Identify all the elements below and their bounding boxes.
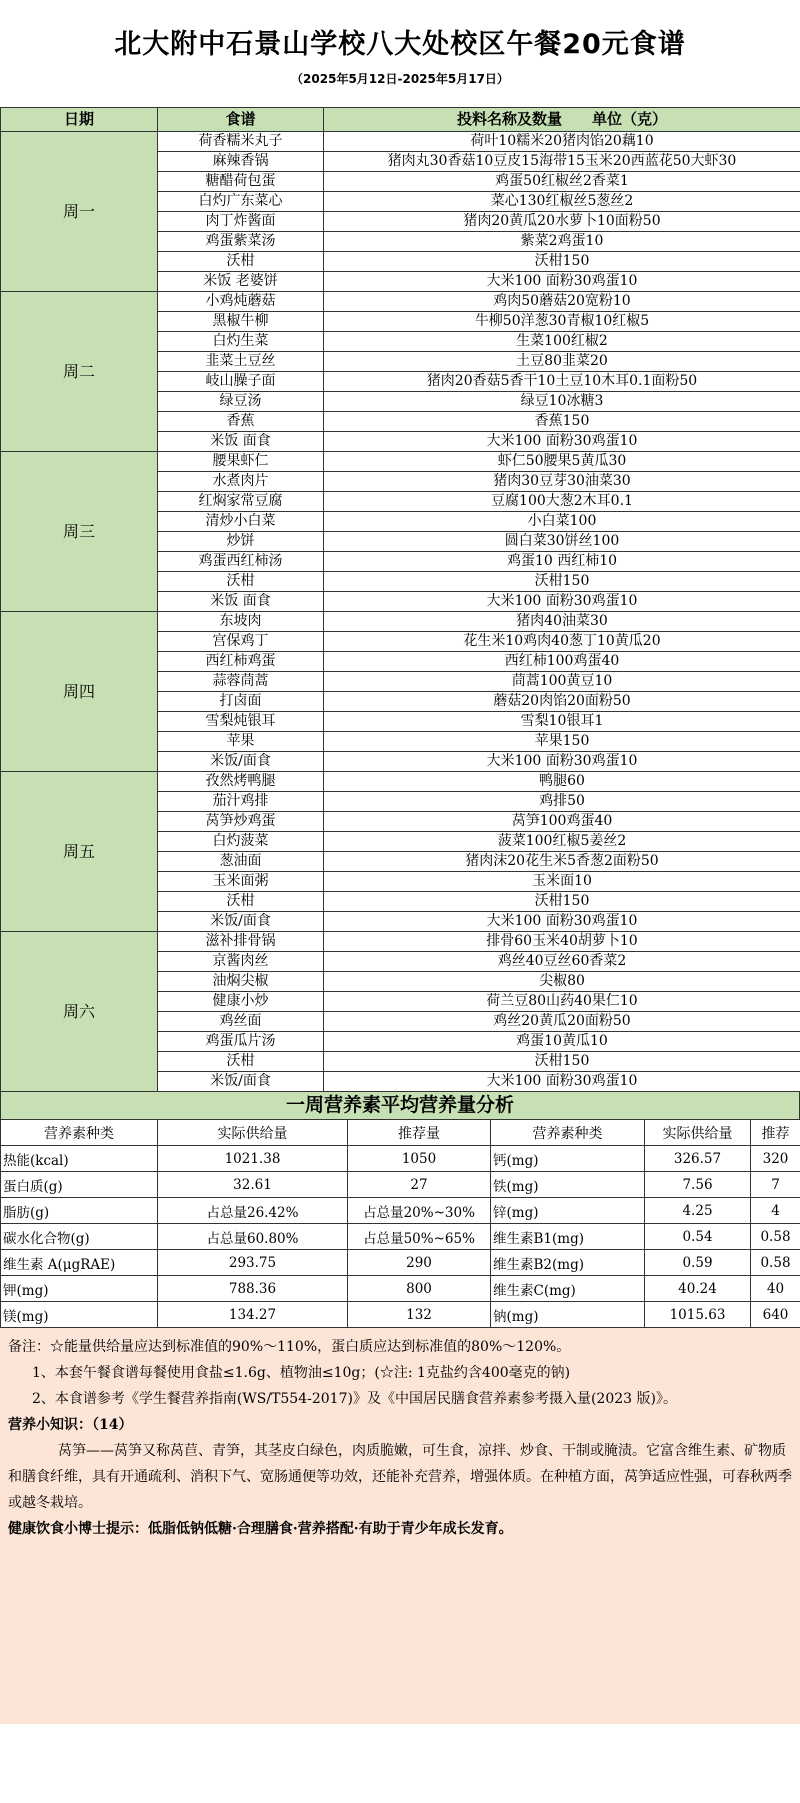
dish-cell: 健康小炒: [158, 992, 324, 1012]
nutrition-cell: 134.27: [158, 1302, 348, 1328]
dish-cell: 鸡蛋紫菜汤: [158, 232, 324, 252]
dish-cell: 莴笋炒鸡蛋: [158, 812, 324, 832]
ingredients-cell: 小白菜100: [324, 512, 800, 532]
ingredients-cell: 牛柳50洋葱30青椒10红椒5: [324, 312, 800, 332]
nutrition-cell: 0.59: [645, 1250, 751, 1276]
ingredients-cell: 鸡蛋10 西红柿10: [324, 552, 800, 572]
day-cell: 周三: [1, 452, 158, 612]
nutrition-cell: 40.24: [645, 1276, 751, 1302]
ingredients-cell: 虾仁50腰果5黄瓜30: [324, 452, 800, 472]
menu-table: [0, 107, 800, 1092]
ingredients-cell: 鸭腿60: [324, 772, 800, 792]
menu-row: [1, 932, 800, 952]
ingredients-cell: 大米100 面粉30鸡蛋10: [324, 912, 800, 932]
dish-cell: 白灼菠菜: [158, 832, 324, 852]
nutrition-title: 一周营养素平均营养量分析: [0, 1092, 800, 1119]
nutrition-cell: 1021.38: [158, 1146, 348, 1172]
dish-cell: 韭菜土豆丝: [158, 352, 324, 372]
nutrition-cell: 640: [751, 1302, 800, 1328]
menu-row: [1, 292, 800, 312]
nutrition-cell: 27: [348, 1172, 491, 1198]
nutrition-cell: 维生素 A(μgRAE): [1, 1250, 158, 1276]
ingredients-cell: 鸡蛋10黄瓜10: [324, 1032, 800, 1052]
nutrition-cell: 维生素B1(mg): [491, 1224, 645, 1250]
nutrition-cell: 32.61: [158, 1172, 348, 1198]
dish-cell: 腰果虾仁: [158, 452, 324, 472]
dish-cell: 打卤面: [158, 692, 324, 712]
dish-cell: 鸡蛋西红柿汤: [158, 552, 324, 572]
dish-cell: 清炒小白菜: [158, 512, 324, 532]
col-day-header: 日期: [1, 108, 158, 132]
ingredients-cell: 花生米10鸡肉40葱丁10黄瓜20: [324, 632, 800, 652]
dish-cell: 京酱肉丝: [158, 952, 324, 972]
date-range: （2025年5月12日-2025年5月17日）: [291, 72, 509, 86]
ingredients-cell: 绿豆10冰糖3: [324, 392, 800, 412]
ingredients-cell: 猪肉丸30香菇10豆皮15海带15玉米20西蓝花50大虾30: [324, 152, 800, 172]
nutrition-cell: 0.58: [751, 1224, 800, 1250]
ingredients-cell: 大米100 面粉30鸡蛋10: [324, 1072, 800, 1092]
dish-cell: 蒜蓉茼蒿: [158, 672, 324, 692]
ingredients-cell: 荷叶10糯米20猪肉馅20藕10: [324, 132, 800, 152]
ingredients-cell: 菠菜100红椒5姜丝2: [324, 832, 800, 852]
menu-row: [1, 612, 800, 632]
dish-cell: 绿豆汤: [158, 392, 324, 412]
nutrition-cell: 铁(mg): [491, 1172, 645, 1198]
ingredients-cell: 沃柑150: [324, 572, 800, 592]
nutrition-cell: 0.58: [751, 1250, 800, 1276]
nutrition-cell: 占总量50%~65%: [348, 1224, 491, 1250]
nutrition-cell: 293.75: [158, 1250, 348, 1276]
nutrition-header-cell: 营养素种类: [491, 1120, 645, 1146]
ingredients-cell: 鸡肉50蘑菇20宽粉10: [324, 292, 800, 312]
dish-cell: 沃柑: [158, 892, 324, 912]
ingredients-cell: 雪梨10银耳1: [324, 712, 800, 732]
col-dish-header: 食谱: [158, 108, 324, 132]
note-item-1: 1、本套午餐食谱每餐使用食盐≤1.6g、植物油≤10g；(☆注: 1克盐约含400毫克的钠): [32, 1365, 571, 1381]
nutrition-table: [0, 1119, 800, 1328]
dish-cell: 玉米面粥: [158, 872, 324, 892]
ingredients-cell: 猪肉30豆芽30油菜30: [324, 472, 800, 492]
tip-title: 营养小知识：（14）: [8, 1417, 133, 1433]
ingredients-cell: 猪肉沫20花生米5香葱2面粉50: [324, 852, 800, 872]
note-item-2: 2、本食谱参考《学生餐营养指南(WS/T554-2017)》及《中国居民膳食营养素参考摄入量(2023 版)》。: [32, 1391, 677, 1407]
dish-cell: 滋补排骨锅: [158, 932, 324, 952]
menu-header-row: [1, 108, 800, 132]
nutrition-cell: 维生素C(mg): [491, 1276, 645, 1302]
nutrition-row: [1, 1146, 800, 1172]
ingredients-cell: 香蕉150: [324, 412, 800, 432]
ingredients-cell: 猪肉20香菇5香干10土豆10木耳0.1面粉50: [324, 372, 800, 392]
day-cell: 周一: [1, 132, 158, 292]
nutrition-cell: 脂肪(g): [1, 1198, 158, 1224]
ingredients-cell: 玉米面10: [324, 872, 800, 892]
nutrition-cell: 7: [751, 1172, 800, 1198]
ingredients-cell: 紫菜2鸡蛋10: [324, 232, 800, 252]
nutrition-cell: 290: [348, 1250, 491, 1276]
ingredients-cell: 茼蒿100黄豆10: [324, 672, 800, 692]
ingredients-cell: 沃柑150: [324, 1052, 800, 1072]
ingredients-cell: 大米100 面粉30鸡蛋10: [324, 752, 800, 772]
col-ingredients-header: 投料名称及数量 单位（克）: [324, 108, 800, 132]
nutrition-cell: 4.25: [645, 1198, 751, 1224]
menu-row: [1, 772, 800, 792]
doctor-tip: 健康饮食小博士提示：低脂低钠低糖·合理膳食·营养搭配·有助于青少年成长发育。: [8, 1521, 513, 1537]
dish-cell: 红焖家常豆腐: [158, 492, 324, 512]
nutrition-header-row: [1, 1120, 800, 1146]
day-cell: 周五: [1, 772, 158, 932]
nutrition-row: [1, 1250, 800, 1276]
ingredients-cell: 排骨60玉米40胡萝卜10: [324, 932, 800, 952]
ingredients-cell: 西红柿100鸡蛋40: [324, 652, 800, 672]
dish-cell: 米饭/面食: [158, 1072, 324, 1092]
nutrition-cell: 占总量60.80%: [158, 1224, 348, 1250]
day-cell: 周六: [1, 932, 158, 1092]
ingredients-cell: 荷兰豆80山药40果仁10: [324, 992, 800, 1012]
ingredients-cell: 鸡排50: [324, 792, 800, 812]
nutrition-header-cell: 实际供给量: [645, 1120, 751, 1146]
nutrition-header-cell: 实际供给量: [158, 1120, 348, 1146]
dish-cell: 米饭/面食: [158, 912, 324, 932]
ingredients-cell: 大米100 面粉30鸡蛋10: [324, 592, 800, 612]
nutrition-cell: 1015.63: [645, 1302, 751, 1328]
ingredients-cell: 猪肉20黄瓜20水萝卜10面粉50: [324, 212, 800, 232]
nutrition-row: [1, 1224, 800, 1250]
nutrition-cell: 800: [348, 1276, 491, 1302]
tip-body: 莴笋——莴笋又称莴苣、青笋，其茎皮白绿色，肉质脆嫩，可生食，凉拌、炒食、干制或腌渍。它富含维生素、矿物质和膳食纤维，具有开通疏利、消积下气、宽肠通便等功效，还能补充营养，增强体质。在种植方面，莴笋适应性强，可春秋两季或越冬栽培。: [8, 1443, 792, 1511]
nutrition-header-cell: 营养素种类: [1, 1120, 158, 1146]
ingredients-cell: 尖椒80: [324, 972, 800, 992]
nutrition-cell: 占总量20%~30%: [348, 1198, 491, 1224]
nutrition-cell: 4: [751, 1198, 800, 1224]
dish-cell: 米饭 面食: [158, 592, 324, 612]
menu-row: [1, 132, 800, 152]
ingredients-cell: 苹果150: [324, 732, 800, 752]
nutrition-row: [1, 1276, 800, 1302]
dish-cell: 雪梨炖银耳: [158, 712, 324, 732]
dish-cell: 水煮肉片: [158, 472, 324, 492]
nutrition-row: [1, 1302, 800, 1328]
dish-cell: 米饭/面食: [158, 752, 324, 772]
dish-cell: 沃柑: [158, 572, 324, 592]
nutrition-cell: 钠(mg): [491, 1302, 645, 1328]
nutrition-cell: 碳水化合物(g): [1, 1224, 158, 1250]
page-header: [0, 0, 800, 107]
ingredients-cell: 大米100 面粉30鸡蛋10: [324, 432, 800, 452]
dish-cell: 沃柑: [158, 252, 324, 272]
dish-cell: 茄汁鸡排: [158, 792, 324, 812]
dish-cell: 米饭 面食: [158, 432, 324, 452]
ingredients-cell: 鸡蛋50红椒丝2香菜1: [324, 172, 800, 192]
dish-cell: 葱油面: [158, 852, 324, 872]
nutrition-cell: 钙(mg): [491, 1146, 645, 1172]
dish-cell: 肉丁炸酱面: [158, 212, 324, 232]
dish-cell: 米饭 老婆饼: [158, 272, 324, 292]
dish-cell: 白灼生菜: [158, 332, 324, 352]
ingredients-cell: 沃柑150: [324, 892, 800, 912]
dish-cell: 沃柑: [158, 1052, 324, 1072]
nutrition-cell: 326.57: [645, 1146, 751, 1172]
dish-cell: 宫保鸡丁: [158, 632, 324, 652]
ingredients-cell: 猪肉40油菜30: [324, 612, 800, 632]
dish-cell: 岐山臊子面: [158, 372, 324, 392]
notes-section: [0, 1328, 800, 1724]
ingredients-cell: 鸡丝40豆丝60香菜2: [324, 952, 800, 972]
nutrition-row: [1, 1198, 800, 1224]
nutrition-cell: 钾(mg): [1, 1276, 158, 1302]
nutrition-cell: 1050: [348, 1146, 491, 1172]
dish-cell: 鸡丝面: [158, 1012, 324, 1032]
nutrition-cell: 0.54: [645, 1224, 751, 1250]
dish-cell: 荷香糯米丸子: [158, 132, 324, 152]
nutrition-cell: 40: [751, 1276, 800, 1302]
dish-cell: 白灼广东菜心: [158, 192, 324, 212]
ingredients-cell: 豆腐100大葱2木耳0.1: [324, 492, 800, 512]
ingredients-cell: 蘑菇20肉馅20面粉50: [324, 692, 800, 712]
ingredients-cell: 沃柑150: [324, 252, 800, 272]
dish-cell: 鸡蛋瓜片汤: [158, 1032, 324, 1052]
nutrition-row: [1, 1172, 800, 1198]
ingredients-cell: 鸡丝20黄瓜20面粉50: [324, 1012, 800, 1032]
nutrition-cell: 镁(mg): [1, 1302, 158, 1328]
remark-line: 备注：☆能量供给量应达到标准值的90%～110%，蛋白质应达到标准值的80%～120%。: [8, 1339, 571, 1355]
nutrition-cell: 7.56: [645, 1172, 751, 1198]
ingredients-cell: 生菜100红椒2: [324, 332, 800, 352]
dish-cell: 糖醋荷包蛋: [158, 172, 324, 192]
ingredients-cell: 大米100 面粉30鸡蛋10: [324, 272, 800, 292]
nutrition-header-cell: 推荐量: [348, 1120, 491, 1146]
nutrition-cell: 蛋白质(g): [1, 1172, 158, 1198]
ingredients-cell: 莴笋100鸡蛋40: [324, 812, 800, 832]
day-cell: 周二: [1, 292, 158, 452]
dish-cell: 油焖尖椒: [158, 972, 324, 992]
page-title: 北大附中石景山学校八大处校区午餐20元食谱: [114, 29, 686, 60]
day-cell: 周四: [1, 612, 158, 772]
dish-cell: 香蕉: [158, 412, 324, 432]
nutrition-cell: 维生素B2(mg): [491, 1250, 645, 1276]
dish-cell: 炒饼: [158, 532, 324, 552]
nutrition-cell: 320: [751, 1146, 800, 1172]
ingredients-cell: 土豆80韭菜20: [324, 352, 800, 372]
dish-cell: 西红柿鸡蛋: [158, 652, 324, 672]
nutrition-cell: 占总量26.42%: [158, 1198, 348, 1224]
dish-cell: 小鸡炖蘑菇: [158, 292, 324, 312]
nutrition-header-cell: 推荐: [751, 1120, 800, 1146]
dish-cell: 黑椒牛柳: [158, 312, 324, 332]
dish-cell: 孜然烤鸭腿: [158, 772, 324, 792]
nutrition-cell: 热能(kcal): [1, 1146, 158, 1172]
ingredients-cell: 菜心130红椒丝5葱丝2: [324, 192, 800, 212]
nutrition-cell: 锌(mg): [491, 1198, 645, 1224]
dish-cell: 苹果: [158, 732, 324, 752]
dish-cell: 麻辣香锅: [158, 152, 324, 172]
ingredients-cell: 圆白菜30饼丝100: [324, 532, 800, 552]
menu-row: [1, 452, 800, 472]
dish-cell: 东坡肉: [158, 612, 324, 632]
nutrition-cell: 132: [348, 1302, 491, 1328]
nutrition-cell: 788.36: [158, 1276, 348, 1302]
